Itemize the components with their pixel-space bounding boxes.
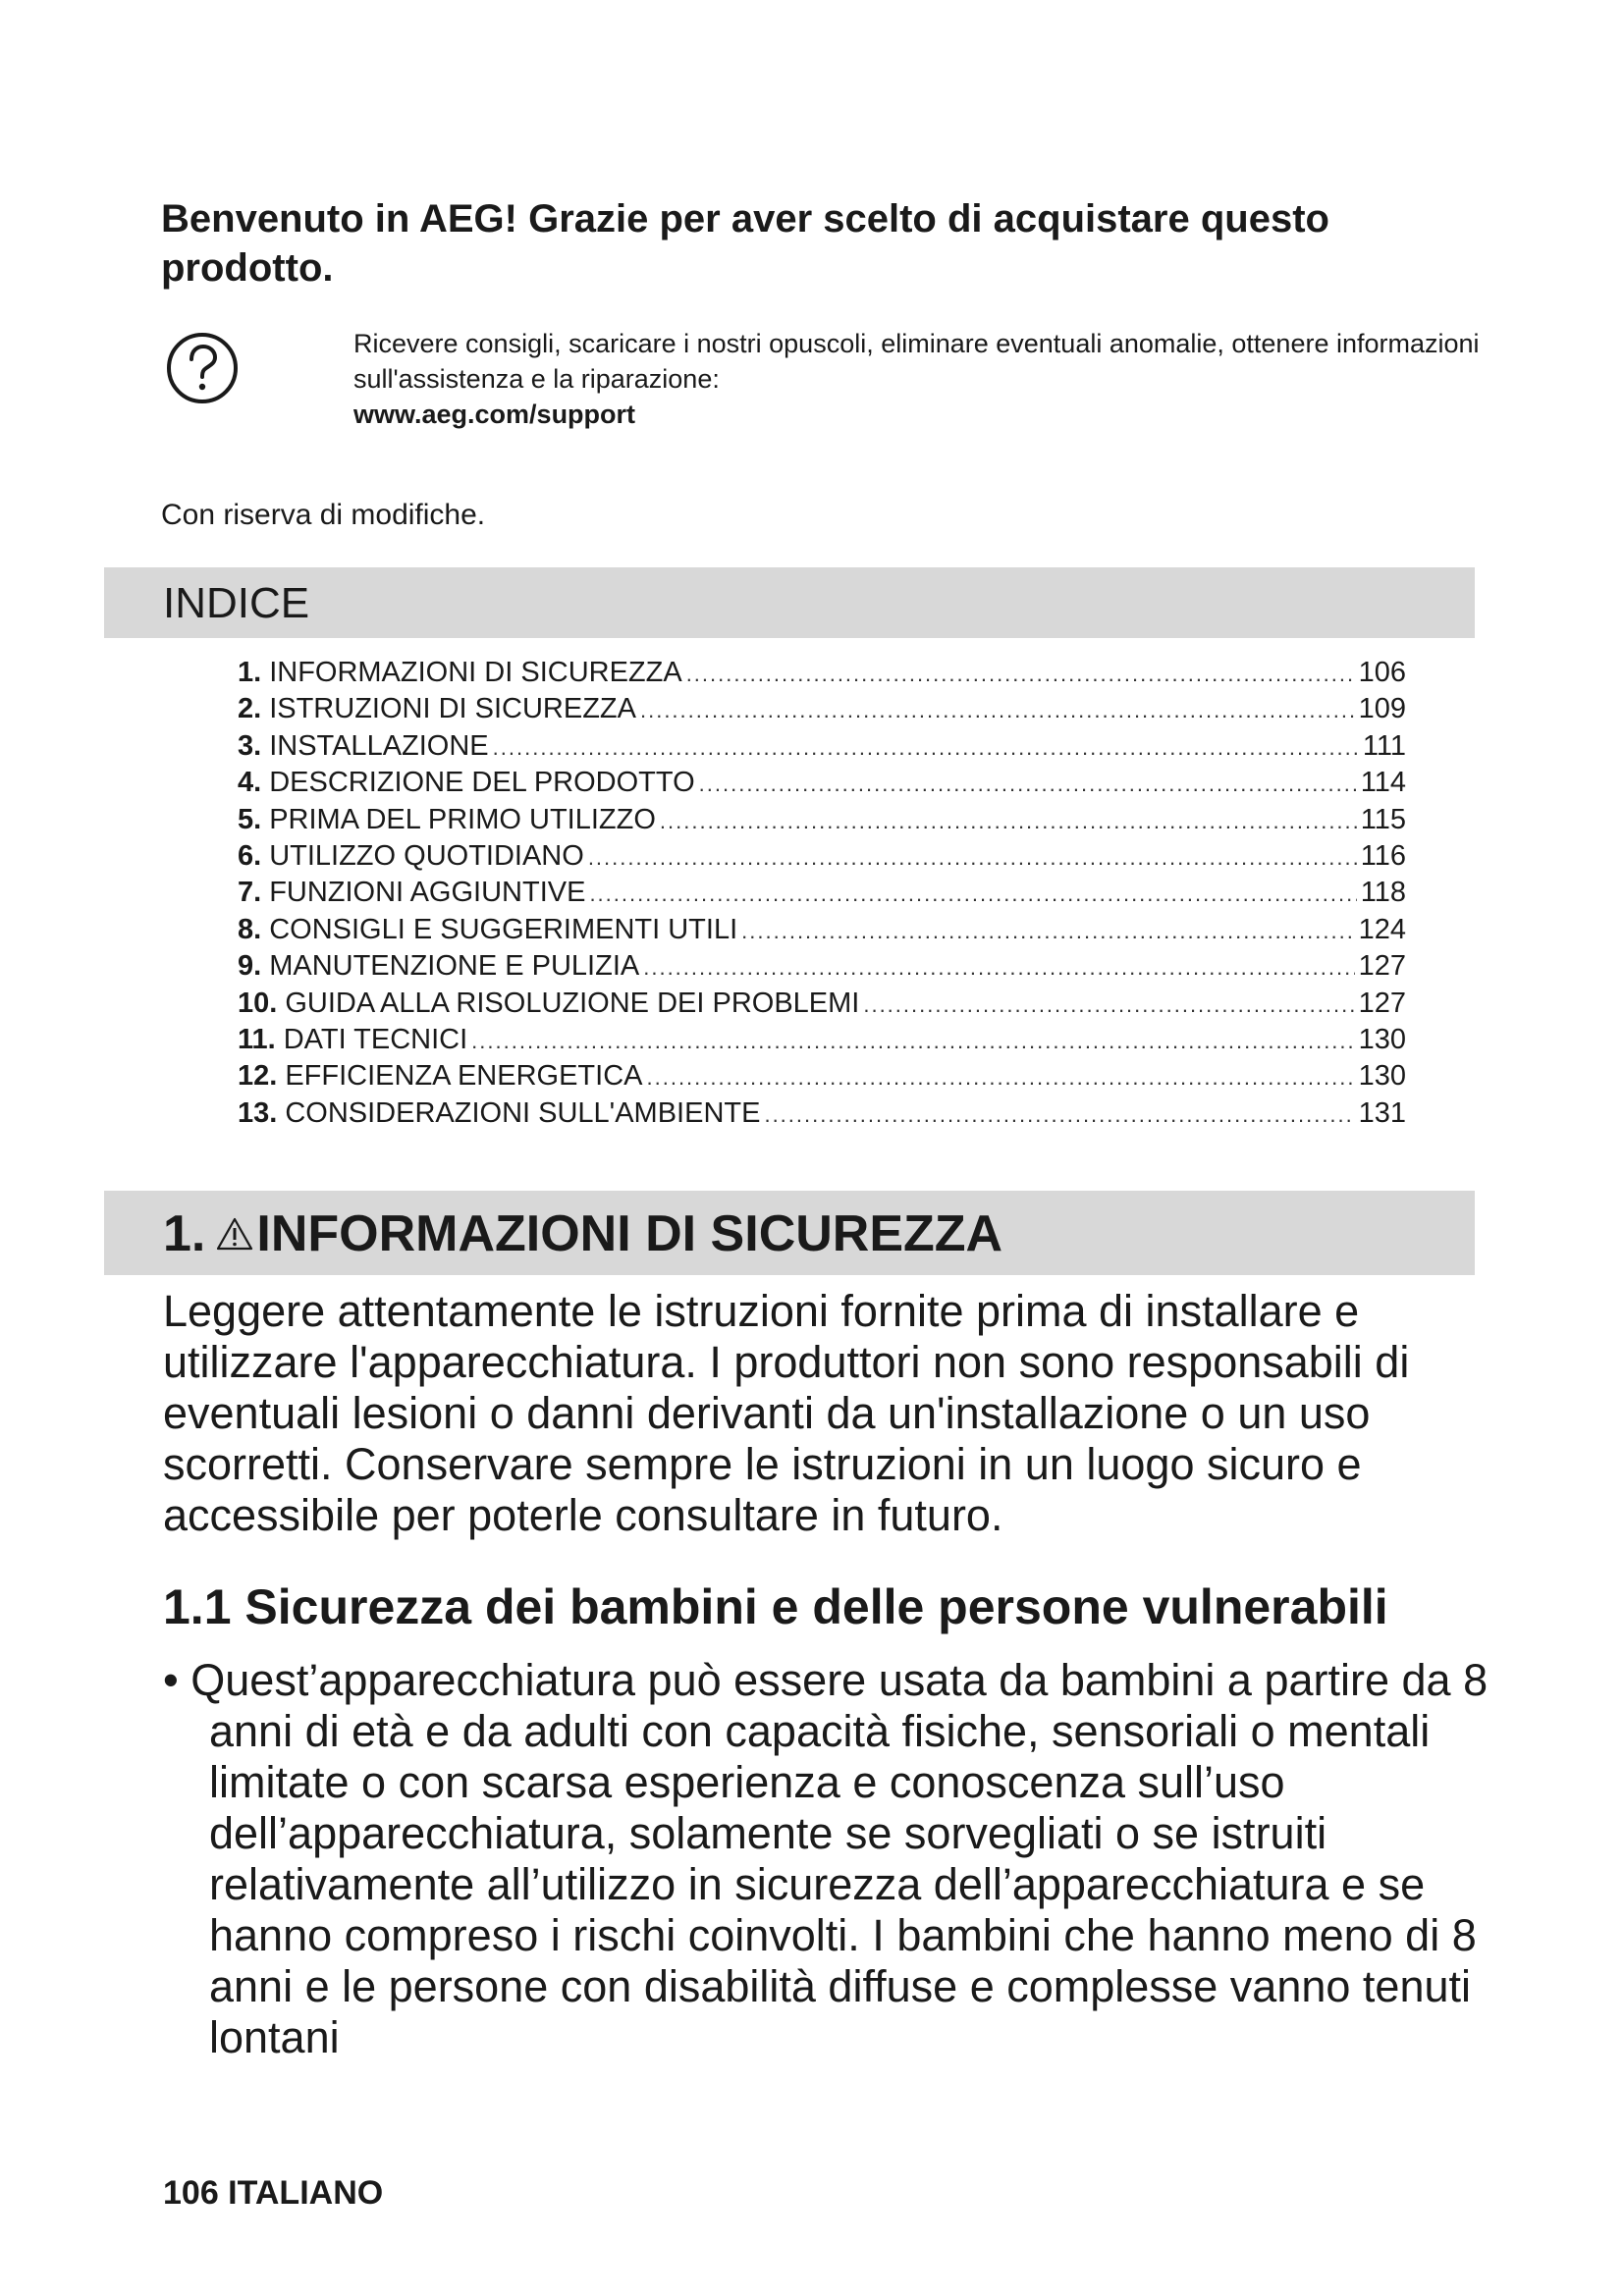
section-title: [163, 1204, 1002, 1263]
toc-entry-number: 1.: [238, 657, 262, 688]
bullet-item: [163, 1655, 1525, 2063]
dot-leader: [764, 1096, 1354, 1133]
toc-entry-title: UTILIZZO QUOTIDIANO: [269, 839, 584, 872]
toc-entry-title: CONSIDERAZIONI SULL'AMBIENTE: [285, 1096, 761, 1129]
section-header: [104, 1191, 1475, 1275]
toc-entry-page: 111: [1362, 729, 1406, 762]
toc-entry-number: 10.: [238, 987, 278, 1019]
toc-entry[interactable]: [238, 1058, 1406, 1095]
toc-entry-page: 106: [1358, 657, 1406, 688]
toc-header: [104, 567, 1475, 638]
toc-entry-number: 6.: [238, 839, 262, 872]
dot-leader: [471, 1023, 1354, 1059]
toc-entry-title: GUIDA ALLA RISOLUZIONE DEI PROBLEMI: [285, 987, 860, 1019]
toc-entry[interactable]: [238, 875, 1406, 911]
welcome-heading: Benvenuto in AEG! Grazie per aver scelto di acquistare questo prodotto.: [161, 197, 1329, 290]
toc-entry[interactable]: [238, 948, 1406, 985]
toc-entry-title: EFFICIENZA ENERGETICA: [285, 1060, 643, 1093]
toc-entry-page: 116: [1360, 839, 1406, 872]
toc-entry-page: 115: [1360, 803, 1406, 835]
toc-entry-number: 4.: [238, 767, 262, 799]
dot-leader: [640, 692, 1355, 728]
dot-leader: [741, 913, 1354, 949]
dot-leader: [699, 766, 1357, 802]
toc-entry-title: PRIMA DEL PRIMO UTILIZZO: [269, 803, 656, 835]
toc-entry-number: 5.: [238, 803, 262, 835]
toc-entry-number: 7.: [238, 877, 262, 909]
toc-entry-title: INFORMAZIONI DI SICUREZZA: [269, 657, 682, 688]
bullet-text: Quest’apparecchiatura può essere usata da bambini a partire da 8 anni di età e da adulti con capacità fisiche, sensoriali o mentali limitate o con scarsa esperienza e conoscenza sull’uso dell’apparecchiatura, solamente se sorvegliati o se istruiti relativamente all’utilizzo in sicurezza dell’apparecchiatura e se hanno compreso i rischi coinvolti. I bambini che hanno meno di 8 anni e le persone con disabilità diffuse e complesse vanno tenuti lontani: [190, 1655, 1489, 2062]
toc-entry-page: 127: [1358, 987, 1406, 1019]
toc-entry-number: 13.: [238, 1096, 278, 1129]
dot-leader: [643, 949, 1354, 986]
toc-entry[interactable]: [238, 838, 1406, 875]
toc-entry-number: 9.: [238, 950, 262, 983]
toc-entry[interactable]: [238, 912, 1406, 948]
toc-entry-number: 8.: [238, 913, 262, 945]
toc-entry-page: 124: [1358, 913, 1406, 945]
toc-entry-number: 11.: [238, 1023, 276, 1055]
toc-entry-title: DESCRIZIONE DEL PRODOTTO: [269, 767, 695, 799]
toc-entry-page: 130: [1358, 1023, 1406, 1055]
dot-leader: [863, 987, 1354, 1023]
dot-leader: [686, 656, 1355, 692]
toc-entry-page: 131: [1358, 1096, 1406, 1129]
toc-entry-page: 109: [1358, 693, 1406, 725]
toc-entry-page: 114: [1360, 767, 1406, 799]
toc-entry-title: ISTRUZIONI DI SICUREZZA: [269, 693, 636, 725]
toc-entry[interactable]: [238, 1095, 1406, 1132]
dot-leader: [588, 839, 1357, 876]
warning-triangle-icon: [215, 1216, 254, 1252]
toc-entry[interactable]: [238, 691, 1406, 727]
toc-entry-number: 12.: [238, 1060, 278, 1093]
dot-leader: [589, 876, 1356, 912]
toc-title: INDICE: [163, 579, 310, 627]
toc-entry-page: 130: [1358, 1060, 1406, 1093]
support-link[interactable]: www.aeg.com/support: [353, 400, 636, 429]
toc-entry-title: FUNZIONI AGGIUNTIVE: [269, 877, 586, 909]
support-info: [353, 326, 1483, 432]
toc-entry[interactable]: [238, 802, 1406, 838]
toc-entry-number: 2.: [238, 693, 262, 725]
support-description: Ricevere consigli, scaricare i nostri opuscoli, eliminare eventuali anomalie, ottenere informazioni sull'assistenza e la riparazione:: [353, 329, 1480, 394]
toc-entry-title: MANUTENZIONE E PULIZIA: [269, 950, 640, 983]
toc-entry[interactable]: [238, 655, 1406, 691]
bullet-marker: •: [163, 1655, 179, 1705]
toc-entry-number: 3.: [238, 729, 262, 762]
dot-leader: [647, 1059, 1355, 1095]
toc-entry[interactable]: [238, 1022, 1406, 1058]
table-of-contents: [238, 655, 1406, 1132]
section-title-text: INFORMAZIONI DI SICUREZZA: [256, 1205, 1003, 1262]
intro-paragraph: Leggere attentamente le istruzioni fornite prima di installare e utilizzare l'apparecchiatura. I produttori non sono responsabili di eventuali lesioni o danni derivanti da un'installazione o un uso scorretti. Conservare sempre le istruzioni in un luogo sicuro e accessibile per poterle consultare in futuro.: [163, 1286, 1410, 1540]
toc-entry-title: DATI TECNICI: [283, 1023, 468, 1055]
question-circle-icon: [165, 331, 240, 405]
dot-leader: [493, 729, 1359, 766]
toc-entry-page: 118: [1360, 877, 1406, 909]
toc-entry-title: INSTALLAZIONE: [269, 729, 489, 762]
toc-entry[interactable]: [238, 728, 1406, 765]
subsection-heading: 1.1 Sicurezza dei bambini e delle persone vulnerabili: [163, 1579, 1388, 1634]
page-footer: 106 ITALIANO: [163, 2174, 384, 2212]
section-number: 1.: [163, 1205, 206, 1262]
reserve-note: Con riserva di modifiche.: [161, 499, 486, 531]
toc-entry-title: CONSIGLI E SUGGERIMENTI UTILI: [269, 913, 738, 945]
toc-entry[interactable]: [238, 986, 1406, 1022]
dot-leader: [660, 803, 1357, 839]
toc-entry-page: 127: [1358, 950, 1406, 983]
toc-entry[interactable]: [238, 765, 1406, 801]
